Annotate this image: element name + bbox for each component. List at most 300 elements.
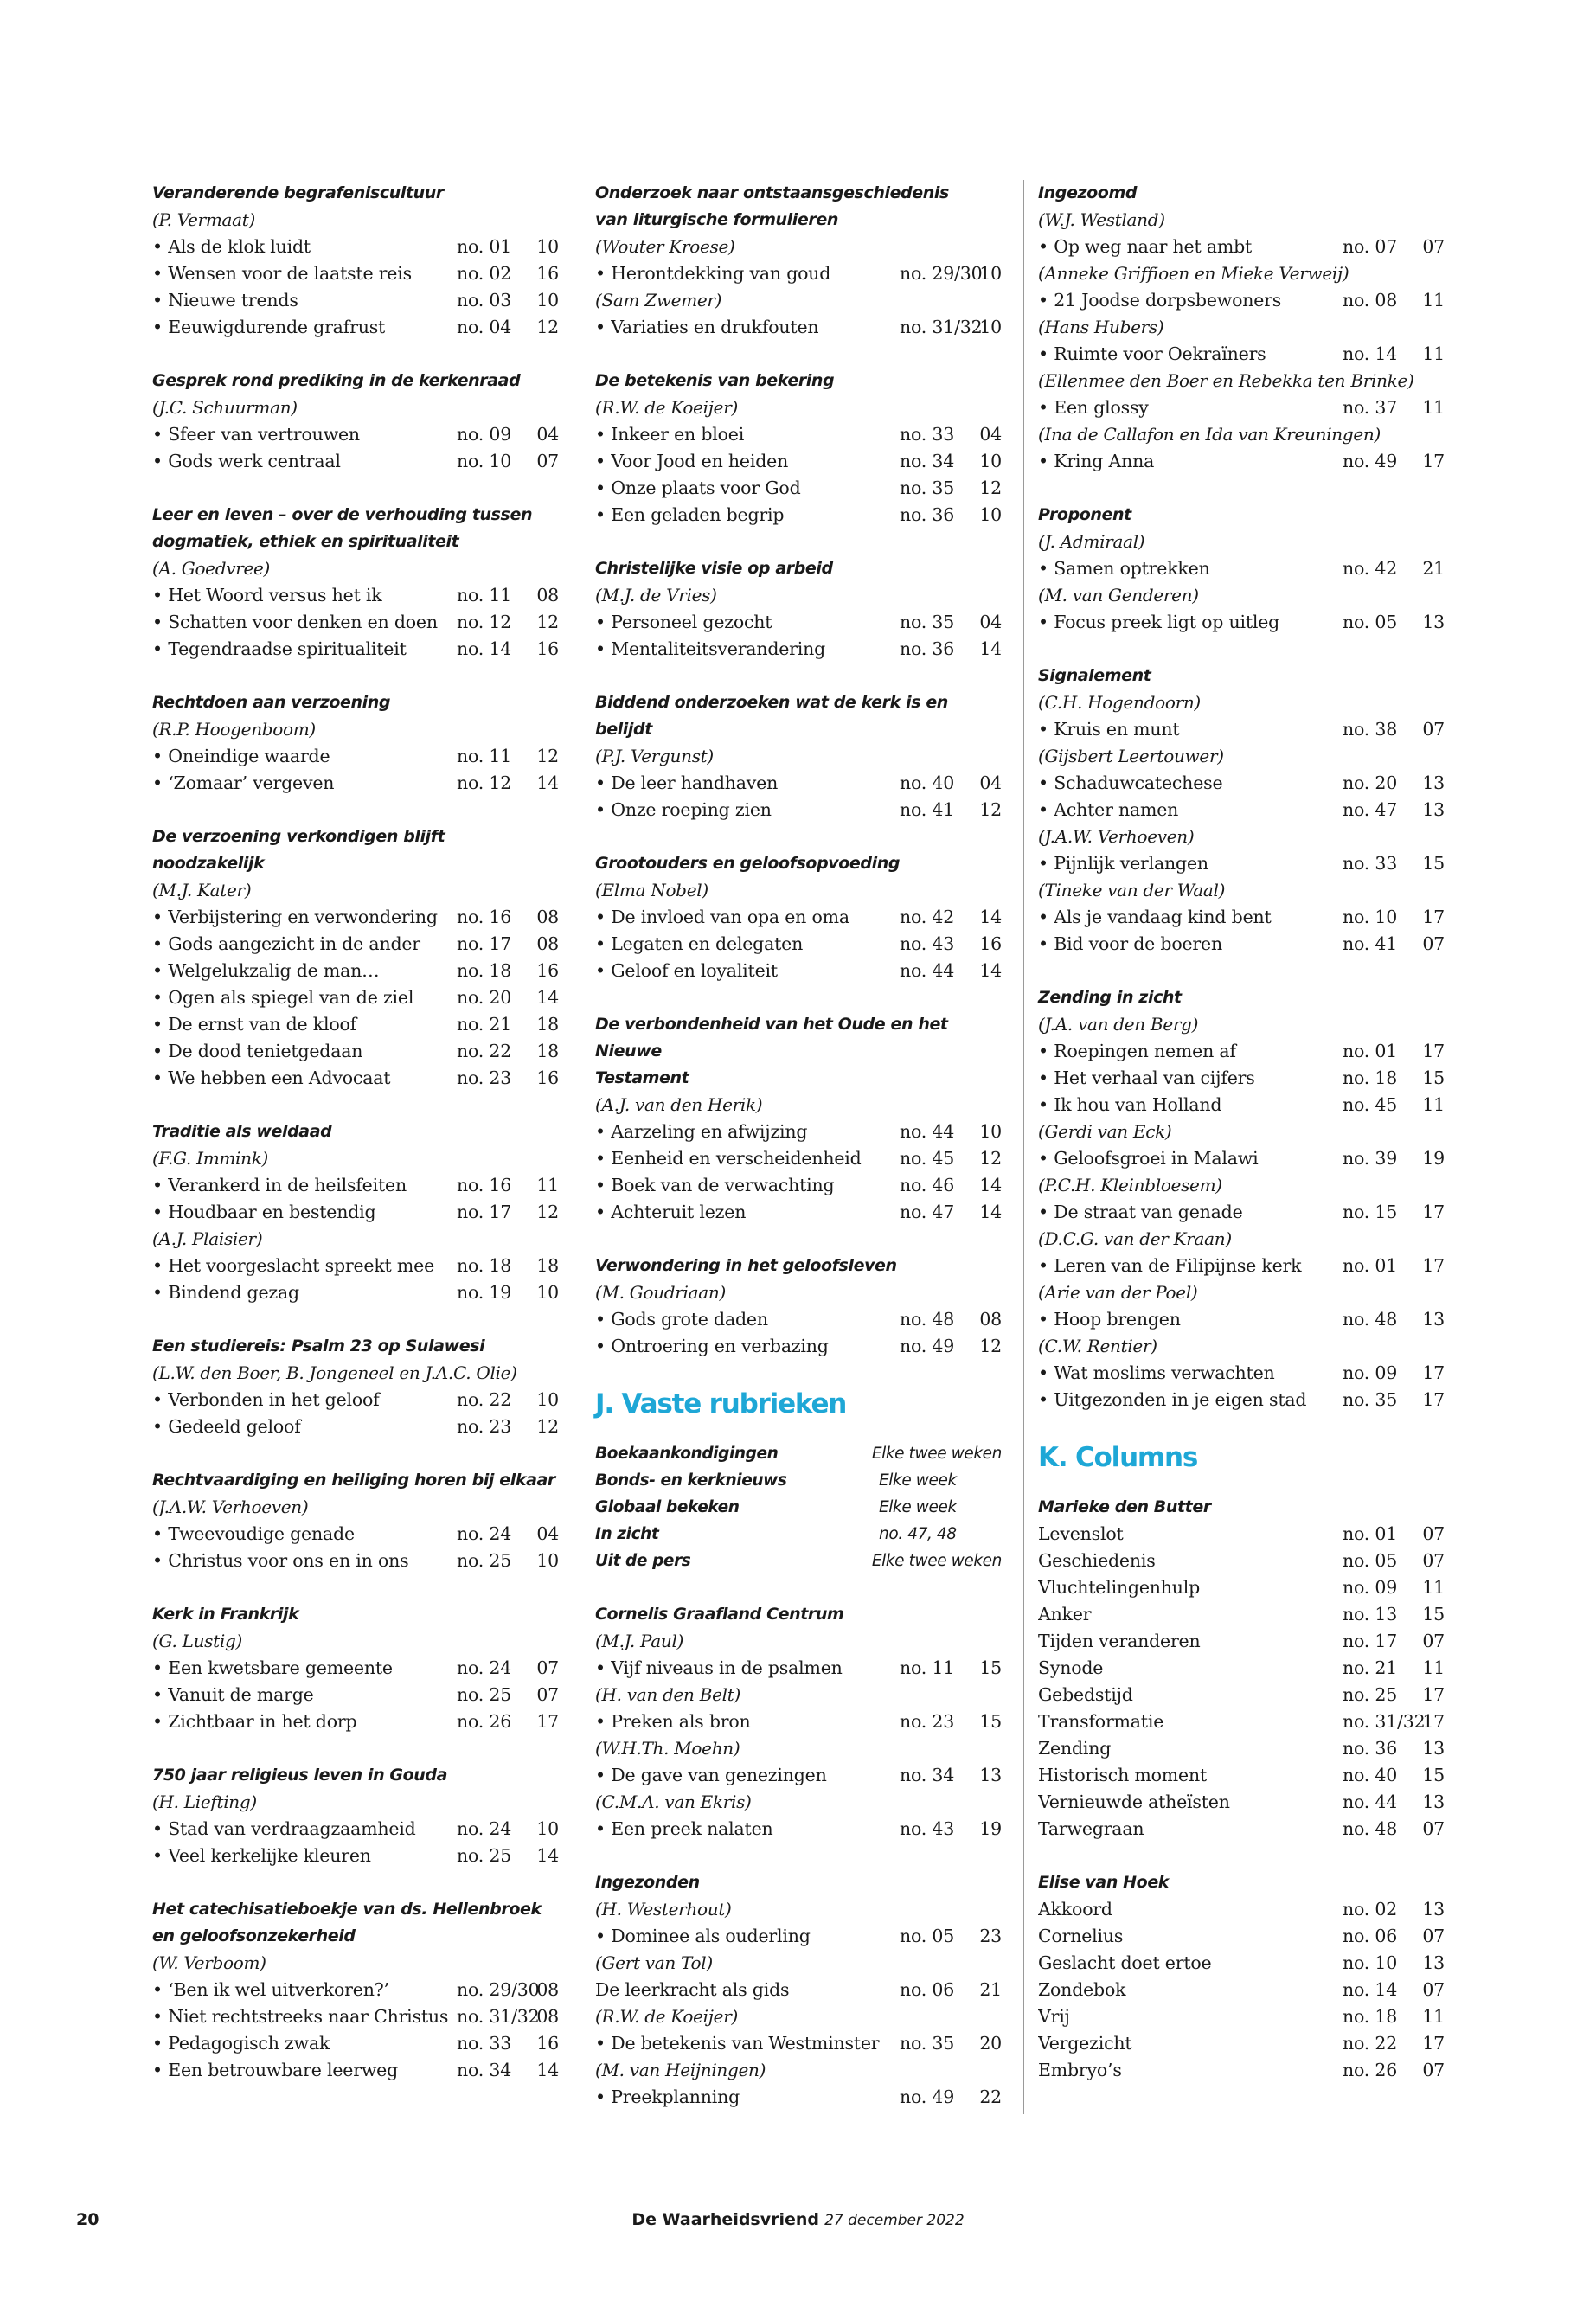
article-entry: [1038, 1655, 1445, 1682]
author-name: (R.P. Hoogenboom): [152, 719, 316, 740]
issue-number: no. 01: [1343, 1255, 1398, 1276]
index-section: [152, 180, 559, 341]
page-ref: 04: [979, 424, 1002, 445]
page-ref: 07: [1422, 1818, 1445, 1839]
article-title: • Een glossy: [1038, 397, 1149, 418]
article-entry: [1038, 2057, 1445, 2084]
index-section: [152, 689, 559, 797]
article-title: • Geloofsgroei in Malawi: [1038, 1148, 1259, 1169]
author-name: (Wouter Kroese): [595, 236, 735, 257]
series-title: Ingezonden: [595, 1873, 700, 1892]
issue-number: no. 01: [1343, 1523, 1398, 1544]
article-entry: [595, 1333, 1002, 1360]
article-entry: [1038, 1789, 1445, 1816]
article-title: • De gave van genezingen: [595, 1765, 827, 1785]
issue-number: no. 08: [1343, 290, 1398, 311]
article-entry: [1038, 1816, 1445, 1843]
author-name: (Gert van Tol): [595, 1952, 713, 1973]
article-entry: [595, 1762, 1002, 1789]
article-entry: [152, 582, 559, 609]
article-title: • Preekplanning: [595, 2086, 740, 2107]
article-title: • Zichtbaar in het dorp: [152, 1711, 357, 1732]
series-title: Gesprek rond prediking in de kerkenraad: [152, 371, 521, 390]
author-name: (F.G. Immink): [152, 1148, 269, 1169]
article-title: Zondebok: [1038, 1979, 1126, 2000]
article-entry: [1038, 770, 1445, 797]
issue-number: no. 36: [1343, 1738, 1398, 1759]
page-ref: 17: [1422, 907, 1445, 927]
article-entry: [595, 931, 1002, 958]
issue-number: no. 34: [900, 1765, 955, 1785]
article-entry: [595, 1655, 1002, 1682]
page-ref: 18: [536, 1255, 559, 1276]
page-ref: 11: [536, 1175, 559, 1195]
series-title: De betekenis van bekering: [595, 371, 835, 390]
article-entry: [152, 2057, 559, 2084]
page-ref: 17: [1422, 1255, 1445, 1276]
page-ref: 08: [536, 585, 559, 606]
series-title: Testament: [595, 1068, 689, 1087]
index-section: [1038, 984, 1445, 1413]
author-name: (H. Westerhout): [595, 1899, 732, 1920]
author-name: (P. Vermaat): [152, 209, 255, 230]
issue-number: no. 24: [457, 1657, 512, 1678]
series-title: Christelijke visie op arbeid: [595, 559, 833, 578]
article-entry: [1038, 1360, 1445, 1387]
index-section: [152, 368, 559, 475]
issue-number: no. 35: [1343, 1389, 1398, 1410]
issue-number: no. 19: [457, 1282, 512, 1303]
issue-number: no. 14: [1343, 343, 1398, 364]
page-ref: 17: [536, 1711, 559, 1732]
series-title: Veranderende begrafeniscultuur: [152, 183, 444, 202]
issue-number: no. 26: [1343, 2060, 1398, 2080]
issue-number: no. 18: [1343, 2006, 1398, 2027]
article-entry: [1038, 1306, 1445, 1333]
article-entry: [595, 636, 1002, 663]
series-title: Rechtdoen aan verzoening: [152, 693, 391, 712]
issue-number: no. 31/32: [457, 2006, 540, 2027]
page-ref: 04: [979, 612, 1002, 632]
page-ref: 21: [979, 1979, 1002, 2000]
article-title: • Kruis en munt: [1038, 719, 1180, 740]
author-name: (D.C.G. van der Kraan): [1038, 1228, 1232, 1249]
series-title: Grootouders en geloofsopvoeding: [595, 854, 901, 873]
issue-number: no. 09: [1343, 1577, 1398, 1598]
article-title: • Verbonden in het geloof: [152, 1389, 380, 1410]
issue-number: no. 10: [457, 451, 512, 471]
section-heading: J. Vaste rubrieken: [595, 1388, 847, 1420]
article-entry: [1038, 555, 1445, 582]
article-title: Vrij: [1038, 2006, 1070, 2027]
page-ref: 07: [1422, 719, 1445, 740]
author-name: (Gijsbert Leertouwer): [1038, 746, 1224, 766]
article-entry: [1038, 904, 1445, 931]
series-title: en geloofsonzekerheid: [152, 1926, 356, 1945]
article-entry: [152, 287, 559, 314]
article-title: • Mentaliteitsverandering: [595, 638, 826, 659]
page-ref: 17: [1422, 1711, 1445, 1732]
page-ref: 10: [536, 1282, 559, 1303]
page-ref: 13: [1422, 1791, 1445, 1812]
author-name: (A. Goedvree): [152, 558, 271, 579]
article-title: • Preken als bron: [595, 1711, 751, 1732]
article-title: Vergezicht: [1038, 2033, 1132, 2054]
page-ref: 07: [536, 451, 559, 471]
page-ref: 07: [1422, 1926, 1445, 1946]
article-entry: [595, 1923, 1002, 1950]
article-title: • Ontroering en verbazing: [595, 1336, 829, 1356]
issue-number: no. 40: [1343, 1765, 1398, 1785]
article-entry: [1038, 1387, 1445, 1413]
page-ref: 07: [536, 1684, 559, 1705]
article-title: • Schaduwcatechese: [1038, 772, 1223, 793]
article-title: • Het voorgeslacht spreekt mee: [152, 1255, 435, 1276]
issue-number: no. 05: [900, 1926, 955, 1946]
article-title: • Verankerd in de heilsfeiten: [152, 1175, 407, 1195]
issue-number: no. 31/32: [1343, 1711, 1426, 1732]
series-title: van liturgische formulieren: [595, 210, 838, 229]
issue-number: no. 25: [457, 1845, 512, 1866]
issue-number: no. 46: [900, 1175, 955, 1195]
author-name: (R.W. de Koeijer): [595, 397, 738, 418]
page-ref: 07: [1422, 2060, 1445, 2080]
article-title: • Ik hou van Holland: [1038, 1094, 1222, 1115]
article-entry: [152, 1708, 559, 1735]
article-title: Embryo’s: [1038, 2060, 1122, 2080]
article-entry: [1038, 1628, 1445, 1655]
issue-number: no. 48: [1343, 1309, 1398, 1330]
article-entry: [152, 931, 559, 958]
article-entry: [595, 609, 1002, 636]
page-ref: 13: [979, 1765, 1002, 1785]
article-entry: [595, 1816, 1002, 1843]
page-ref: 14: [979, 1175, 1002, 1195]
page-ref: 13: [1422, 1899, 1445, 1920]
article-title: • Dominee als ouderling: [595, 1926, 811, 1946]
article-entry: [1038, 1762, 1445, 1789]
article-title: • Op weg naar het ambt: [1038, 236, 1253, 257]
index-section: [1038, 1494, 1445, 1843]
issue-number: no. 11: [457, 746, 512, 766]
article-entry: [595, 1118, 1002, 1145]
issue-number: no. 18: [457, 1255, 512, 1276]
article-title: Synode: [1038, 1657, 1104, 1678]
index-section: [595, 555, 1002, 663]
issue-number: no. 22: [457, 1041, 512, 1061]
footer-publication: [0, 2210, 1596, 2229]
article-title: Transformatie: [1038, 1711, 1164, 1732]
page-ref: 16: [536, 2033, 559, 2054]
magazine-name: De Waarheidsvriend: [631, 2210, 820, 2229]
issue-number: no. 12: [457, 772, 512, 793]
author-name: (Hans Hubers): [1038, 317, 1164, 337]
issue-number: no. 09: [457, 424, 512, 445]
article-title: • Boek van de verwachting: [595, 1175, 835, 1195]
article-entry: [1038, 1977, 1445, 2003]
page-ref: 10: [979, 263, 1002, 284]
issue-number: no. 21: [457, 1014, 512, 1035]
index-section: [152, 1896, 559, 2084]
page-ref: 17: [1422, 1389, 1445, 1410]
article-title: • Bindend gezag: [152, 1282, 299, 1303]
article-title: • ‘Zomaar’ vergeven: [152, 772, 335, 793]
page-ref: 16: [536, 960, 559, 981]
author-name: (H. Liefting): [152, 1791, 257, 1812]
article-title: • Herontdekking van goud: [595, 263, 831, 284]
issue-number: no. 06: [1343, 1926, 1398, 1946]
article-title: • Onze plaats voor God: [595, 478, 801, 498]
article-entry: [595, 502, 1002, 529]
article-entry: [1038, 1145, 1445, 1172]
article-entry: [1038, 1601, 1445, 1628]
article-entry: [595, 260, 1002, 287]
article-entry: [152, 234, 559, 260]
issue-number: no. 26: [457, 1711, 512, 1732]
article-entry: [595, 1145, 1002, 1172]
series-title: Het catechisatieboekje van ds. Hellenbroek: [152, 1900, 542, 1919]
issue-number: no. 13: [1343, 1604, 1398, 1625]
issue-number: no. 33: [900, 424, 955, 445]
article-entry: [152, 1521, 559, 1548]
index-section: [1038, 502, 1445, 636]
rubric-row: [595, 1548, 1002, 1574]
author-name: (M.J. de Vries): [595, 585, 717, 606]
issue-number: no. 36: [900, 504, 955, 525]
article-title: • Voor Jood en heiden: [595, 451, 789, 471]
page-ref: 10: [536, 290, 559, 311]
article-title: • De dood tenietgedaan: [152, 1041, 363, 1061]
page-ref: 19: [1422, 1148, 1445, 1169]
series-title: Kerk in Frankrijk: [152, 1605, 299, 1624]
page-ref: 13: [1422, 612, 1445, 632]
index-section: [595, 368, 1002, 529]
issue-number: no. 41: [1343, 933, 1398, 954]
page-ref: 12: [979, 1336, 1002, 1356]
article-entry: [152, 1199, 559, 1226]
rubric-row: [595, 1440, 1002, 1467]
page-ref: 14: [536, 2060, 559, 2080]
page-ref: 10: [536, 1389, 559, 1410]
issue-number: no. 05: [1343, 612, 1398, 632]
series-title: Zending in zicht: [1038, 988, 1182, 1007]
article-title: • Achter namen: [1038, 799, 1179, 820]
page-ref: 12: [536, 612, 559, 632]
article-entry: [152, 1977, 559, 2003]
article-entry: [1038, 1682, 1445, 1708]
article-entry: [1038, 797, 1445, 824]
column-3: [1038, 180, 1445, 2111]
author-name: (M. van Heijningen): [595, 2060, 766, 2080]
page-ref: 15: [979, 1657, 1002, 1678]
article-entry: [152, 421, 559, 448]
index-section: [1038, 1869, 1445, 2084]
issue-number: no. 14: [457, 638, 512, 659]
index-section: [595, 850, 1002, 984]
author-name: (Sam Zwemer): [595, 290, 722, 311]
article-entry: [152, 636, 559, 663]
issue-number: no. 43: [900, 933, 955, 954]
page-ref: 10: [979, 1121, 1002, 1142]
author-name: (J.A. van den Berg): [1038, 1014, 1199, 1035]
issue-number: no. 14: [1343, 1979, 1398, 2000]
article-entry: [1038, 341, 1445, 368]
page-ref: 20: [979, 2033, 1002, 2054]
article-title: • ‘Ben ik wel uitverkoren?’: [152, 1979, 389, 2000]
page-ref: 23: [979, 1926, 1002, 1946]
rubric-name: Uit de pers: [595, 1552, 691, 1570]
article-entry: [1038, 394, 1445, 421]
page-ref: 15: [1422, 1604, 1445, 1625]
article-title: De leerkracht als gids: [595, 1979, 790, 2000]
page-ref: 17: [1422, 1041, 1445, 1061]
article-title: • Veel kerkelijke kleuren: [152, 1845, 371, 1866]
page-ref: 13: [1422, 1309, 1445, 1330]
article-title: • Ogen als spiegel van de ziel: [152, 987, 414, 1008]
article-entry: [152, 448, 559, 475]
issue-number: no. 49: [1343, 451, 1398, 471]
article-title: • Vijf niveaus in de psalmen: [595, 1657, 843, 1678]
article-entry: [152, 770, 559, 797]
article-title: • Gods werk centraal: [152, 451, 341, 471]
index-section: [595, 1869, 1002, 2111]
issue-number: no. 16: [457, 907, 512, 927]
article-entry: [1038, 1735, 1445, 1762]
article-entry: [1038, 1708, 1445, 1735]
series-title: De verzoening verkondigen blijft noodzakelijk: [152, 827, 445, 873]
article-title: Geslacht doet ertoe: [1038, 1952, 1212, 1973]
author-name: (A.J. Plaisier): [152, 1228, 263, 1249]
page-ref: 17: [1422, 451, 1445, 471]
page-ref: 12: [979, 799, 1002, 820]
article-entry: [595, 2084, 1002, 2111]
issue-number: no. 48: [1343, 1818, 1398, 1839]
series-title: 750 jaar religieus leven in Gouda: [152, 1766, 448, 1785]
article-title: • Uitgezonden in je eigen stad: [1038, 1389, 1307, 1410]
series-title: Cornelis Graafland Centrum: [595, 1605, 844, 1624]
article-title: Tarwegraan: [1038, 1818, 1144, 1839]
page-ref: 08: [536, 907, 559, 927]
author-name: (Gerdi van Eck): [1038, 1121, 1172, 1142]
author-name: (W.J. Westland): [1038, 209, 1165, 230]
page-ref: 11: [1422, 290, 1445, 311]
issue-number: no. 18: [457, 960, 512, 981]
page-ref: 10: [536, 1550, 559, 1571]
article-title: • Leren van de Filipijnse kerk: [1038, 1255, 1302, 1276]
rubric-frequency: Elke week: [879, 1471, 957, 1490]
issue-number: no. 09: [1343, 1362, 1398, 1383]
author-name: (M. van Genderen): [1038, 585, 1199, 606]
article-title: • Roepingen nemen af: [1038, 1041, 1236, 1061]
rubric-frequency: Elke twee weken: [871, 1552, 1002, 1570]
article-entry: [595, 1172, 1002, 1199]
page-ref: 12: [536, 1202, 559, 1222]
article-entry: [152, 1253, 559, 1279]
article-entry: [1038, 1038, 1445, 1065]
article-title: • Tweevoudige genade: [152, 1523, 355, 1544]
issue-number: no. 34: [900, 451, 955, 471]
issue-number: no. 33: [457, 2033, 512, 2054]
page-ref: 18: [536, 1041, 559, 1061]
issue-number: no. 49: [900, 2086, 955, 2107]
article-entry: [152, 260, 559, 287]
series-title: Marieke den Butter: [1038, 1497, 1211, 1516]
series-title: Verwondering in het geloofsleven: [595, 1256, 897, 1275]
index-section: [152, 1467, 559, 1574]
page-ref: 17: [1422, 1684, 1445, 1705]
article-title: • Nieuwe trends: [152, 290, 298, 311]
series-title: Biddend onderzoeken wat de kerk is en belijdt: [595, 693, 948, 739]
issue-number: no. 02: [1343, 1899, 1398, 1920]
page-ref: 07: [536, 1657, 559, 1678]
article-entry: [1038, 1923, 1445, 1950]
article-title: • Achteruit lezen: [595, 1202, 747, 1222]
article-entry: [1038, 287, 1445, 314]
page-ref: 04: [536, 1523, 559, 1544]
issue-number: no. 22: [457, 1389, 512, 1410]
page-ref: 08: [536, 1979, 559, 2000]
article-title: • Wat moslims verwachten: [1038, 1362, 1275, 1383]
article-entry: [595, 770, 1002, 797]
article-entry: [595, 1199, 1002, 1226]
issue-number: no. 45: [900, 1148, 955, 1169]
page-ref: 08: [536, 933, 559, 954]
article-title: • De betekenis van Westminster: [595, 2033, 880, 2054]
author-name: (J.A.W. Verhoeven): [152, 1497, 309, 1517]
page-ref: 16: [536, 1067, 559, 1088]
issue-number: no. 20: [457, 987, 512, 1008]
column-divider: [1023, 180, 1024, 2114]
issue-number: no. 22: [1343, 2033, 1398, 2054]
article-title: • Variaties en drukfouten: [595, 317, 819, 337]
page-ref: 22: [979, 2086, 1002, 2107]
article-title: • Een betrouwbare leerweg: [152, 2060, 399, 2080]
page-ref: 04: [536, 424, 559, 445]
issue-number: no. 11: [900, 1657, 955, 1678]
index-section: [152, 824, 559, 1092]
article-title: • Legaten en delegaten: [595, 933, 804, 954]
article-title: • Vanuit de marge: [152, 1684, 314, 1705]
article-entry: [1038, 850, 1445, 877]
article-entry: [1038, 1896, 1445, 1923]
author-name: (J. Admiraal): [1038, 531, 1145, 552]
rubrics-list: [595, 1440, 1002, 1574]
article-title: • Onze roeping zien: [595, 799, 772, 820]
article-title: Akkoord: [1038, 1899, 1112, 1920]
article-entry: [1038, 2003, 1445, 2030]
issue-number: no. 16: [457, 1175, 512, 1195]
article-entry: [1038, 1548, 1445, 1574]
page-ref: 13: [1422, 1738, 1445, 1759]
page-ref: 07: [1422, 1979, 1445, 2000]
article-title: Vernieuwde atheïsten: [1038, 1791, 1230, 1812]
article-title: • Houdbaar en bestendig: [152, 1202, 376, 1222]
article-entry: [1038, 234, 1445, 260]
page-ref: 12: [979, 478, 1002, 498]
column-2: [595, 180, 1002, 2138]
issue-number: no. 17: [457, 1202, 512, 1222]
author-name: (P.J. Vergunst): [595, 746, 714, 766]
article-title: • Hoop brengen: [1038, 1309, 1181, 1330]
page-ref: 04: [979, 772, 1002, 793]
article-title: Geschiedenis: [1038, 1550, 1156, 1571]
author-name: (H. van den Belt): [595, 1684, 740, 1705]
article-entry: [152, 958, 559, 984]
article-entry: [152, 1548, 559, 1574]
article-entry: [152, 904, 559, 931]
issue-number: no. 29/30: [457, 1979, 540, 2000]
author-name: (Ina de Callafon en Ida van Kreuningen): [1038, 424, 1381, 445]
